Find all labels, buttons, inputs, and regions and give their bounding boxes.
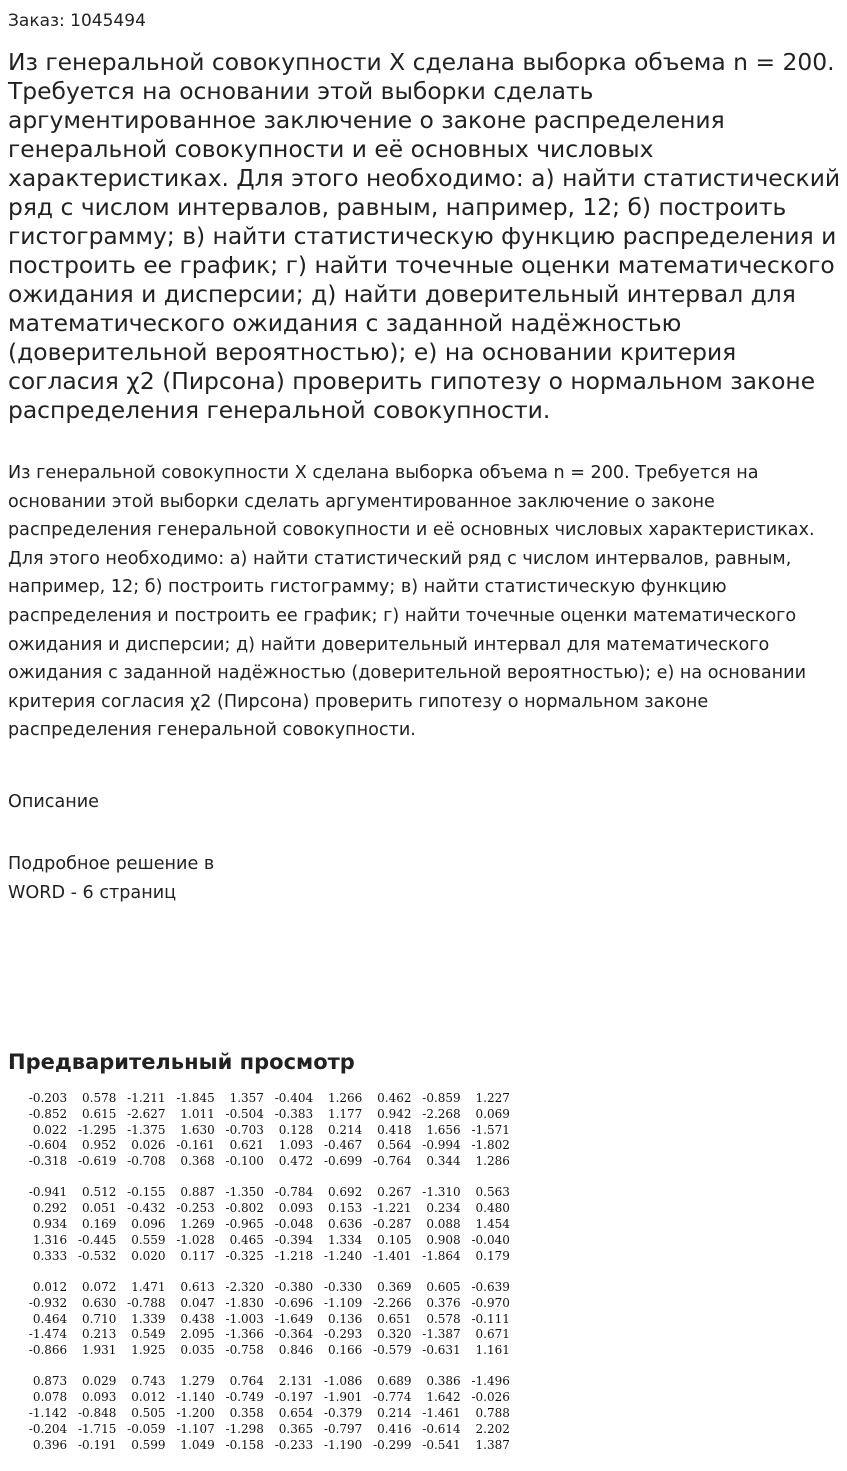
- preview-block: [18, 1185, 518, 1264]
- preview-cell: -1.366: [225, 1327, 264, 1342]
- preview-cell: 0.480: [475, 1201, 510, 1216]
- preview-cell: -0.293: [323, 1327, 363, 1342]
- task-description: Из генеральной совокупности X сделана выборка объема n = 200. Требуется на основании этой выборки сделать аргументированное заключение о законе распределения генеральной совокупности и её основных числовых характеристиках. Для этого необходимо: а) найти статистический ряд с числом интервалов, равным, например, 12; б) построить гистограмму; в) найти статистическую функцию распределения и построить ее график; г) найти точечные оценки математического ожидания и дисперсии; д) найти доверительный интервал для математического ожидания с заданной надёжностью (доверительной вероятностью); е) на основании критерия согласия χ2 (Пирсона) проверить гипотезу о нормальном законе распределения генеральной совокупности.: [8, 463, 815, 741]
- preview-row: [18, 1296, 518, 1312]
- preview-cell: -0.364: [274, 1327, 314, 1342]
- order-number: Заказ: 1045494: [8, 11, 146, 31]
- preview-cell: 0.636: [327, 1217, 363, 1232]
- preview-block: [18, 1374, 518, 1453]
- preview-cell: 0.472: [278, 1154, 314, 1169]
- preview-cell: 0.578: [426, 1311, 461, 1326]
- preview-cell: 0.093: [278, 1201, 314, 1216]
- preview-cell: -0.994: [422, 1138, 461, 1153]
- preview-row: [18, 1280, 518, 1296]
- preview-cell: 0.396: [32, 1437, 68, 1452]
- preview-cell: -1.240: [323, 1248, 363, 1263]
- preview-cell: 1.266: [327, 1091, 363, 1105]
- preview-cell: 1.049: [180, 1437, 215, 1452]
- preview-cell: -1.401: [373, 1248, 412, 1263]
- preview-sample-table: [18, 1091, 518, 1469]
- preview-cell: 0.934: [32, 1217, 68, 1232]
- preview-cell: -0.699: [323, 1154, 363, 1169]
- preview-cell: -0.394: [274, 1232, 314, 1247]
- preview-cell: -1.649: [274, 1311, 314, 1326]
- preview-cell: 0.563: [475, 1185, 510, 1200]
- preview-cell: 0.416: [377, 1421, 412, 1436]
- preview-cell: 0.333: [32, 1248, 68, 1263]
- preview-cell: -0.059: [127, 1421, 166, 1436]
- preview-cell: 0.462: [377, 1091, 412, 1105]
- preview-row: [18, 1327, 518, 1343]
- preview-cell: 1.269: [180, 1217, 215, 1232]
- preview-row: [18, 1249, 518, 1265]
- preview-cell: -0.852: [28, 1106, 68, 1121]
- preview-cell: -0.859: [422, 1091, 461, 1105]
- preview-cell: -0.048: [274, 1217, 314, 1232]
- preview-cell: 0.234: [426, 1201, 461, 1216]
- preview-cell: -0.467: [323, 1138, 363, 1153]
- preview-cell: -0.383: [274, 1106, 314, 1121]
- preview-cell: 0.022: [32, 1122, 68, 1137]
- preview-cell: 0.051: [82, 1201, 117, 1216]
- preview-row: [18, 1201, 518, 1217]
- preview-cell: 0.692: [327, 1185, 363, 1200]
- preview-cell: -0.932: [28, 1295, 68, 1310]
- preview-row: [18, 1154, 518, 1170]
- preview-cell: -0.965: [225, 1217, 264, 1232]
- preview-row: [18, 1123, 518, 1139]
- preview-cell: -0.604: [28, 1138, 68, 1153]
- preview-cell: -0.696: [274, 1295, 314, 1310]
- preview-cell: -2.268: [422, 1106, 461, 1121]
- preview-cell: -0.764: [373, 1154, 412, 1169]
- preview-cell: -0.619: [77, 1154, 117, 1169]
- preview-cell: -0.204: [28, 1421, 68, 1436]
- preview-row: [18, 1312, 518, 1328]
- preview-row: [18, 1374, 518, 1390]
- preview-cell: 1.387: [475, 1437, 510, 1452]
- preview-cell: 0.128: [278, 1122, 314, 1137]
- preview-cell: 0.605: [426, 1279, 461, 1294]
- preview-cell: -0.203: [28, 1091, 68, 1105]
- preview-cell: 0.418: [377, 1122, 412, 1137]
- preview-cell: 1.227: [475, 1091, 510, 1105]
- preview-cell: -0.941: [28, 1185, 68, 1200]
- preview-cell: 0.078: [32, 1390, 68, 1405]
- preview-cell: -0.380: [274, 1279, 314, 1294]
- preview-cell: -0.253: [176, 1201, 215, 1216]
- preview-cell: 0.365: [278, 1421, 314, 1436]
- preview-cell: -1.298: [225, 1421, 264, 1436]
- preview-cell: -0.774: [373, 1390, 412, 1405]
- preview-cell: -0.784: [274, 1185, 314, 1200]
- preview-cell: -1.028: [176, 1232, 215, 1247]
- preview-cell: 1.093: [278, 1138, 314, 1153]
- preview-cell: -0.708: [127, 1154, 166, 1169]
- preview-cell: -0.100: [225, 1154, 264, 1169]
- preview-cell: 0.214: [377, 1406, 412, 1421]
- preview-cell: 0.166: [327, 1343, 363, 1358]
- preview-cell: -1.142: [28, 1406, 68, 1421]
- preview-cell: -0.970: [471, 1295, 510, 1310]
- preview-cell: -1.461: [422, 1406, 461, 1421]
- page-title: Из генеральной совокупности X сделана выборка объема n = 200. Требуется на основании этой выборки сделать аргументированное заключение о законе распределения генеральной совокупности и её основных числовых характеристиках. Для этого необходимо: а) найти статистический ряд с числом интервалов, равным, например, 12; б) построить гистограмму; в) найти статистическую функцию распределения и построить ее график; г) найти точечные оценки математического ожидания и дисперсии; д) найти доверительный интервал для математического ожидания с заданной надёжностью (доверительной вероятностью); е) на основании критерия согласия χ2 (Пирсона) проверить гипотезу о нормальном законе распределения генеральной совокупности.: [8, 48, 841, 424]
- preview-cell: -0.404: [274, 1091, 314, 1105]
- preview-cell: -1.901: [323, 1390, 363, 1405]
- preview-row: [18, 1185, 518, 1201]
- preview-row: [18, 1438, 518, 1454]
- preview-cell: 1.339: [131, 1311, 166, 1326]
- description-label: Описание: [8, 792, 100, 812]
- preview-cell: 0.153: [327, 1201, 363, 1216]
- preview-cell: 0.505: [131, 1406, 166, 1421]
- preview-cell: -1.387: [422, 1327, 461, 1342]
- preview-cell: 0.029: [82, 1374, 117, 1389]
- preview-cell: 0.613: [180, 1279, 215, 1294]
- preview-cell: 0.358: [229, 1406, 264, 1421]
- preview-cell: -0.749: [225, 1390, 264, 1405]
- preview-block: [18, 1091, 518, 1170]
- preview-cell: 1.931: [82, 1343, 117, 1358]
- preview-cell: -0.703: [225, 1122, 264, 1137]
- preview-row: [18, 1138, 518, 1154]
- preview-cell: 0.368: [180, 1154, 215, 1169]
- preview-cell: 0.105: [377, 1232, 412, 1247]
- preview-cell: -0.155: [127, 1185, 166, 1200]
- preview-cell: -0.758: [225, 1343, 264, 1358]
- preview-cell: 0.069: [475, 1106, 510, 1121]
- preview-cell: 0.214: [327, 1122, 363, 1137]
- preview-cell: 1.279: [180, 1374, 215, 1389]
- preview-row: [18, 1233, 518, 1249]
- preview-cell: -0.325: [225, 1248, 264, 1263]
- preview-cell: -0.158: [225, 1437, 264, 1452]
- preview-cell: 1.656: [426, 1122, 461, 1137]
- preview-cell: -1.211: [127, 1091, 166, 1105]
- preview-cell: -0.330: [323, 1279, 363, 1294]
- preview-cell: 0.117: [180, 1248, 215, 1263]
- preview-cell: -1.830: [225, 1295, 264, 1310]
- preview-cell: 0.887: [180, 1185, 215, 1200]
- preview-cell: -1.474: [28, 1327, 68, 1342]
- preview-cell: -1.086: [323, 1374, 363, 1389]
- preview-cell: 0.012: [32, 1279, 68, 1294]
- preview-cell: 0.369: [377, 1279, 412, 1294]
- preview-cell: -1.845: [176, 1091, 215, 1105]
- preview-row: [18, 1406, 518, 1422]
- preview-cell: -0.848: [77, 1406, 117, 1421]
- preview-block: [18, 1280, 518, 1359]
- preview-cell: -1.218: [274, 1248, 314, 1263]
- preview-cell: -1.571: [471, 1122, 510, 1137]
- preview-cell: -2.320: [225, 1279, 264, 1294]
- preview-cell: -1.864: [422, 1248, 461, 1263]
- preview-cell: 0.169: [82, 1217, 117, 1232]
- preview-cell: -0.579: [373, 1343, 412, 1358]
- preview-cell: 0.671: [475, 1327, 510, 1342]
- preview-cell: 0.651: [377, 1311, 412, 1326]
- preview-cell: 0.578: [82, 1091, 117, 1105]
- preview-cell: 1.286: [475, 1154, 510, 1169]
- preview-cell: -1.715: [77, 1421, 117, 1436]
- preview-cell: 0.846: [278, 1343, 314, 1358]
- preview-cell: 0.136: [327, 1311, 363, 1326]
- preview-row: [18, 1422, 518, 1438]
- preview-cell: 2.095: [180, 1327, 215, 1342]
- preview-cell: 0.464: [32, 1311, 68, 1326]
- preview-cell: 0.344: [426, 1154, 461, 1169]
- preview-cell: 1.161: [475, 1343, 510, 1358]
- preview-cell: -0.432: [127, 1201, 166, 1216]
- preview-cell: -1.375: [127, 1122, 166, 1137]
- preview-cell: 0.615: [82, 1106, 117, 1121]
- preview-cell: 0.512: [82, 1185, 117, 1200]
- preview-cell: -1.496: [471, 1374, 510, 1389]
- preview-cell: -0.802: [225, 1201, 264, 1216]
- preview-row: [18, 1390, 518, 1406]
- preview-heading: Предварительный просмотр: [8, 1050, 355, 1074]
- preview-cell: 0.465: [229, 1232, 264, 1247]
- preview-row: [18, 1091, 518, 1107]
- preview-cell: 0.654: [278, 1406, 314, 1421]
- preview-cell: -1.221: [373, 1201, 412, 1216]
- preview-cell: 0.267: [377, 1185, 412, 1200]
- preview-cell: 0.873: [32, 1374, 68, 1389]
- preview-cell: -0.040: [471, 1232, 510, 1247]
- preview-cell: 1.011: [180, 1106, 215, 1121]
- preview-cell: 0.386: [426, 1374, 461, 1389]
- preview-cell: 0.376: [426, 1295, 461, 1310]
- preview-cell: 0.213: [82, 1327, 117, 1342]
- preview-cell: 0.599: [131, 1437, 166, 1452]
- preview-cell: 0.320: [377, 1327, 412, 1342]
- preview-cell: 0.012: [131, 1390, 166, 1405]
- preview-cell: 0.788: [475, 1406, 510, 1421]
- preview-cell: 0.689: [377, 1374, 412, 1389]
- preview-cell: -1.295: [77, 1122, 117, 1137]
- preview-row: [18, 1217, 518, 1233]
- preview-cell: 0.292: [32, 1201, 68, 1216]
- preview-cell: 2.131: [278, 1374, 314, 1389]
- preview-cell: 1.454: [475, 1217, 510, 1232]
- preview-cell: 0.710: [82, 1311, 117, 1326]
- preview-cell: 0.908: [426, 1232, 461, 1247]
- preview-cell: -2.266: [373, 1295, 412, 1310]
- preview-cell: 0.179: [475, 1248, 510, 1263]
- preview-cell: -0.111: [471, 1311, 510, 1326]
- preview-cell: 0.438: [180, 1311, 215, 1326]
- preview-cell: -0.541: [422, 1437, 461, 1452]
- preview-cell: -0.639: [471, 1279, 510, 1294]
- preview-cell: 0.743: [131, 1374, 166, 1389]
- preview-cell: 0.020: [131, 1248, 166, 1263]
- preview-cell: -0.379: [323, 1406, 363, 1421]
- preview-cell: -1.109: [323, 1295, 363, 1310]
- preview-cell: 0.764: [229, 1374, 264, 1389]
- preview-cell: 0.630: [82, 1295, 117, 1310]
- preview-cell: 1.925: [131, 1343, 166, 1358]
- preview-cell: -0.299: [373, 1437, 412, 1452]
- preview-cell: 0.549: [131, 1327, 166, 1342]
- preview-cell: 0.035: [180, 1343, 215, 1358]
- preview-cell: 0.621: [229, 1138, 264, 1153]
- preview-cell: 0.093: [82, 1390, 117, 1405]
- preview-cell: -0.797: [323, 1421, 363, 1436]
- preview-cell: -0.504: [225, 1106, 264, 1121]
- preview-cell: -0.866: [28, 1343, 68, 1358]
- preview-cell: -0.445: [77, 1232, 117, 1247]
- preview-cell: -0.161: [176, 1138, 215, 1153]
- preview-row: [18, 1343, 518, 1359]
- preview-cell: 1.334: [327, 1232, 363, 1247]
- preview-cell: -0.026: [471, 1390, 510, 1405]
- preview-cell: -0.287: [373, 1217, 412, 1232]
- preview-cell: -0.191: [77, 1437, 117, 1452]
- preview-cell: 0.026: [131, 1138, 166, 1153]
- preview-cell: -1.003: [225, 1311, 264, 1326]
- preview-cell: 0.564: [377, 1138, 412, 1153]
- preview-cell: -1.802: [471, 1138, 510, 1153]
- preview-cell: 1.642: [426, 1390, 461, 1405]
- preview-cell: 0.072: [82, 1279, 117, 1294]
- preview-cell: 1.471: [131, 1279, 166, 1294]
- preview-cell: -0.532: [77, 1248, 117, 1263]
- preview-cell: -0.631: [422, 1343, 461, 1358]
- preview-cell: -1.140: [176, 1390, 215, 1405]
- preview-cell: -0.233: [274, 1437, 314, 1452]
- preview-cell: -1.107: [176, 1421, 215, 1436]
- preview-cell: 0.047: [180, 1295, 215, 1310]
- preview-cell: 0.088: [426, 1217, 461, 1232]
- preview-cell: -0.197: [274, 1390, 314, 1405]
- preview-cell: -0.614: [422, 1421, 461, 1436]
- preview-cell: -1.190: [323, 1437, 363, 1452]
- preview-cell: 0.096: [131, 1217, 166, 1232]
- preview-cell: 0.942: [377, 1106, 412, 1121]
- description-value: Подробное решение в WORD - 6 страниц: [8, 854, 215, 903]
- preview-cell: -0.318: [28, 1154, 68, 1169]
- preview-cell: 2.202: [475, 1421, 510, 1436]
- preview-cell: 1.316: [32, 1232, 68, 1247]
- preview-cell: 1.357: [229, 1091, 264, 1105]
- preview-cell: -1.200: [176, 1406, 215, 1421]
- preview-cell: 0.559: [131, 1232, 166, 1247]
- preview-cell: -2.627: [127, 1106, 166, 1121]
- preview-cell: -0.788: [127, 1295, 166, 1310]
- preview-cell: 1.630: [180, 1122, 215, 1137]
- preview-cell: -1.310: [422, 1185, 461, 1200]
- preview-row: [18, 1107, 518, 1123]
- preview-cell: 0.952: [82, 1138, 117, 1153]
- preview-cell: -1.350: [225, 1185, 264, 1200]
- preview-cell: 1.177: [327, 1106, 363, 1121]
